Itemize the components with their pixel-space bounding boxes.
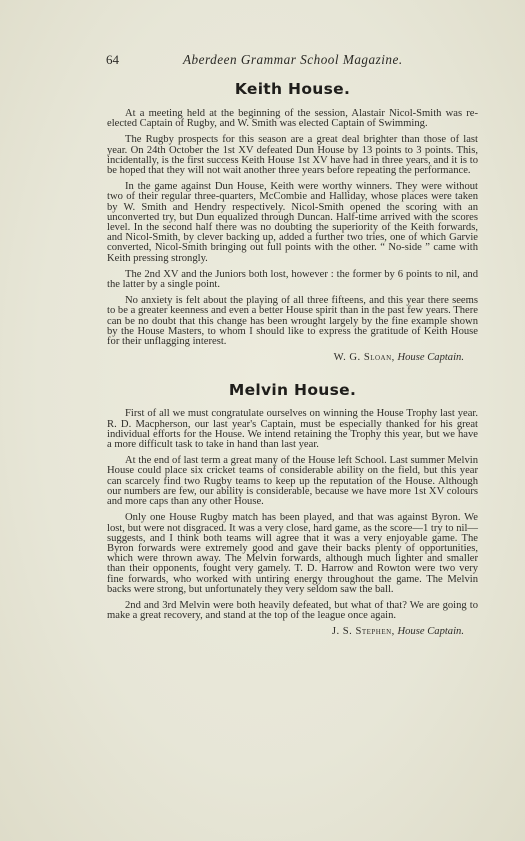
- running-head: Aberdeen Grammar School Magazine.: [183, 52, 403, 67]
- melvin-captain-name: J. S. Stephen,: [331, 626, 395, 638]
- melvin-paragraph: Only one House Rugby match has been played, and that was against Byron. We lost, but were not disgraced. It was a very close, hard game, as the score—1 try to nil—suggests, and I think both teams will agree that it was a very enjoyable game. The Byron forwards were extremely good and gave their backs plenty of opportunities, which were thrown away. The Melvin forwards, although much lighter and smaller than their opponents, fought very gamely. T. D. Harrow and Rowton were two very fine forwards, who worked with untiring energy throughout the game. The Melvin backs were strong, but unfortunately they very seldom saw the ball.: [107, 512, 478, 595]
- keith-paragraph: At a meeting held at the beginning of the session, Alastair Nicol-Smith was re-elected Captain of Rugby, and W. Smith was elected Captain of Swimming.: [107, 108, 478, 130]
- melvin-paragraph: 2nd and 3rd Melvin were both heavily defeated, but what of that? We are going to make a great recovery, and stand at the top of the league once again.: [107, 599, 478, 622]
- melvin-signature: [107, 627, 464, 637]
- keith-paragraph: No anxiety is felt about the playing of all three fifteens, and this year there seems to be a greater keenness and even a better House spirit than in the past few years. There can be no doubt that this change has been wrought largely by the fine example shown by the House Masters, to whom I should like to express the gratitude of Keith House for their unflagging interest.: [107, 295, 478, 348]
- keith-signature: [107, 353, 464, 363]
- section-title-keith-house: Keith House.: [234, 80, 351, 98]
- melvin-paragraph: First of all we must congratulate ourselves on winning the House Trophy last year. R. D. Macpherson, our last year's Captain, must be especially thanked for his great individual efforts for the House. We intend retaining the Trophy this year, but we have a more difficult task to take in hand than last year.: [107, 408, 478, 451]
- keith-paragraph: The Rugby prospects for this season are a great deal brighter than those of last year. On 24th October the 1st XV defeated Dun House by 13 points to 3 points. This, incidentally, is the first success Keith House 1st XV have had in three years, and it is to be hoped that they will not wait another three years before repeating the performance.: [107, 134, 478, 177]
- article-body: [107, 80, 478, 638]
- melvin-captain-role: House Captain.: [397, 626, 464, 638]
- page-number: 64: [106, 52, 119, 67]
- keith-captain-role: House Captain.: [397, 352, 464, 364]
- melvin-paragraph: At the end of last term a great many of the House left School. Last summer Melvin House could place six cricket teams of considerable ability on the field, but this year can scarcely find two Rugby teams to keep up the reputation of the House. Although our numbers are few, our ability is considerable, because we have more 1st XV colours and more caps than any other House.: [107, 455, 478, 508]
- section-title-melvin-house: Melvin House.: [228, 381, 357, 400]
- page-header: [0, 52, 525, 68]
- keith-paragraph: In the game against Dun House, Keith were worthy winners. They were without two of their regular three-quarters, McCombie and Halliday, whose places were taken by W. Smith and Hendry respectively. Nicol-Smith opened the scoring with an unconverted try, but Dun equalized through Duncan. Half-time arrived with the scores level. In the second half there was no doubting the superiority of the Keith forwards, and Nicol-Smith, by clever backing up, added a further two tries, one of which Garvie converted, Nicol-Smith bringing out full points with the other. “ No-side ” came with Keith pressing strongly.: [107, 181, 478, 264]
- keith-paragraph: The 2nd XV and the Juniors both lost, however : the former by 6 points to nil, and the latter by a single point.: [107, 268, 478, 291]
- keith-captain-name: W. G. Sloan,: [333, 352, 395, 364]
